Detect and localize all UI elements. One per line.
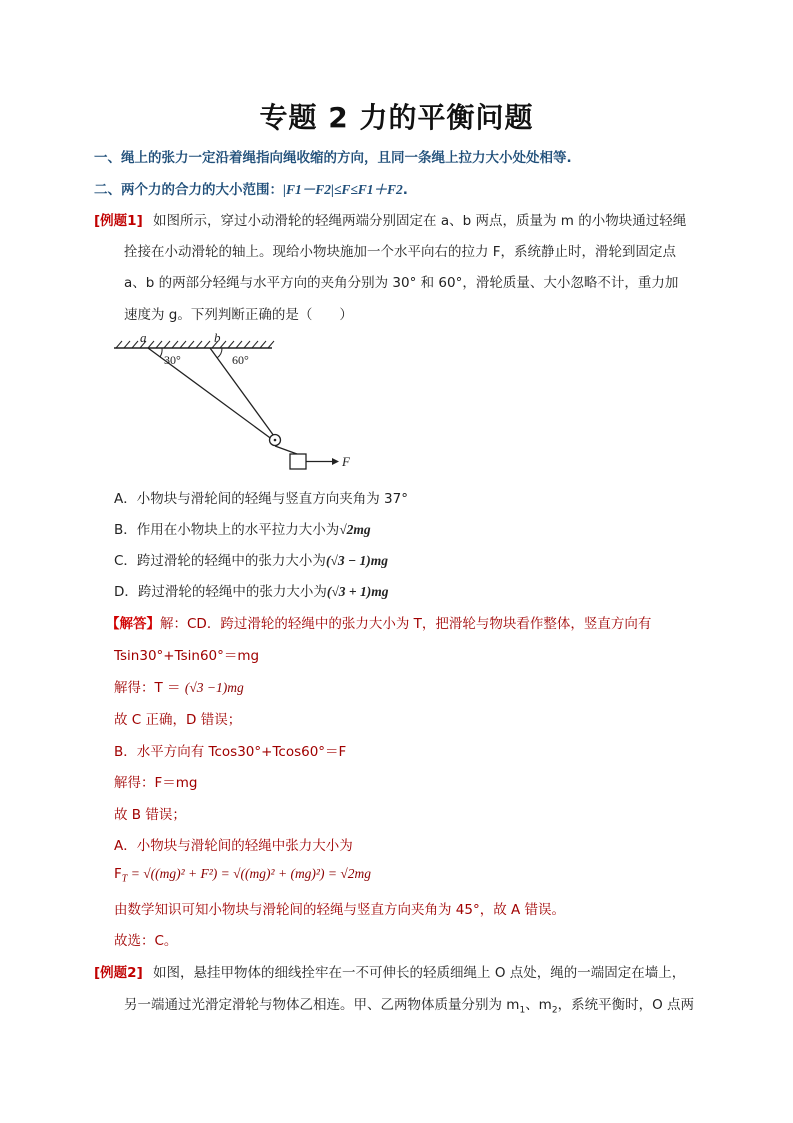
section-2-prefix: 二、两个力的合力的大小范围： <box>94 182 283 198</box>
angle-label-a: 30° <box>164 353 181 367</box>
label-b: b <box>214 330 221 345</box>
angle-arc-b <box>217 348 222 358</box>
option-a <box>114 487 408 507</box>
solution-choice: 故选：C。 <box>114 933 178 949</box>
example-2-sub-2: 2 <box>551 1005 558 1016</box>
angle-label-b: 60° <box>232 353 249 367</box>
solution-solve1-prefix: 解得：T ＝ <box>114 680 185 696</box>
label-a: a <box>140 330 147 345</box>
solution-solve1-math: (√3 −1)mg <box>184 680 244 695</box>
example-2-text-2-prefix: 另一端通过光滑定滑轮与物体乙相连。甲、乙两物体质量分别为 m <box>124 997 520 1013</box>
solution-ft <box>114 866 371 885</box>
example-1-label: [例题1] <box>94 213 143 229</box>
example-2-sub-1: 1 <box>519 1005 526 1016</box>
example-1-line-1 <box>94 209 686 229</box>
option-d-math: (√3 + 1)mg <box>326 584 389 599</box>
pulley-diagram <box>110 330 370 480</box>
force-label: F <box>342 454 350 469</box>
option-b-math: √2mg <box>339 522 371 537</box>
solution-angle-text: 由数学知识可知小物块与滑轮间的轻绳与竖直方向夹角为 45°，故 A 错误。 <box>114 902 566 918</box>
solution-ft-prefix: F <box>114 866 122 882</box>
solution-conclusion2: 故 B 错误； <box>114 807 186 823</box>
block <box>290 454 306 469</box>
option-b-text: B．作用在小物块上的水平拉力大小为 <box>114 522 340 538</box>
option-a-text: A．小物块与滑轮间的轻绳与竖直方向夹角为 37° <box>114 491 408 507</box>
force-arrow-head <box>332 458 339 465</box>
example-1-text-1: 如图所示，穿过小动滑轮的轻绳两端分别固定在 a、b 两点，质量为 m 的小物块通过轻绳 <box>153 213 687 229</box>
solution-ft-sub: T <box>121 873 128 885</box>
solution-solve2: 解得：F＝mg <box>114 775 198 791</box>
example-2-label: [例题2] <box>94 965 143 981</box>
example-2-mid: 、m <box>525 997 552 1013</box>
example-2-line-2 <box>124 993 694 1016</box>
section-2 <box>94 178 408 198</box>
page-title: 专题 2 力的平衡问题 <box>259 101 534 134</box>
example-1-line-4: 速度为 g。下列判断正确的是（ ） <box>124 307 353 323</box>
option-c-math: (√3 − 1)mg <box>325 553 389 568</box>
solution-ft-math: = √((mg)² + F²) = √((mg)² + (mg)²) = √2mg <box>127 866 371 881</box>
option-d <box>114 580 389 600</box>
option-b <box>114 518 371 538</box>
example-1-line-3: a、b 的两部分轻绳与水平方向的夹角分别为 30° 和 60°，滑轮质量、大小忽略不计，重力加 <box>124 275 679 291</box>
example-2-text-2-suffix: ，系统平衡时，O 点两 <box>557 997 694 1013</box>
solution-b-part: B．水平方向有 Tcos30°+Tcos60°＝F <box>114 744 347 760</box>
example-2-line-1 <box>94 961 685 981</box>
option-c-text: C．跨过滑轮的轻绳中的张力大小为 <box>114 553 326 569</box>
solution-intro-text: 解：CD．跨过滑轮的轻绳中的张力大小为 T，把滑轮与物块看作整体，竖直方向有 <box>160 616 652 632</box>
solution-intro <box>106 612 651 632</box>
solution-eq1: Tsin30°+Tsin60°＝mg <box>114 648 260 664</box>
rope-to-block <box>275 446 297 454</box>
example-1-line-2: 拴接在小动滑轮的轴上。现给小物块施加一个水平向右的拉力 F，系统静止时，滑轮到固定点 <box>124 244 677 260</box>
section-1: 一、绳上的张力一定沿着绳指向绳收缩的方向，且同一条绳上拉力大小处处相等. <box>94 150 572 166</box>
pulley-axle <box>274 439 277 442</box>
solution-solve1 <box>114 676 244 696</box>
section-2-suffix: . <box>402 182 408 198</box>
solution-label: 【解答】 <box>106 616 160 632</box>
solution-conclusion1: 故 C 正确，D 错误； <box>114 712 242 728</box>
option-c <box>114 549 388 569</box>
angle-arc-a <box>160 348 162 357</box>
example-2-text-1: 如图，悬挂甲物体的细线拴牢在一不可伸长的轻质细绳上 O 点处，绳的一端固定在墙上， <box>153 965 686 981</box>
solution-a-part: A．小物块与滑轮间的轻绳中张力大小为 <box>114 838 353 854</box>
option-d-text: D．跨过滑轮的轻绳中的张力大小为 <box>114 584 327 600</box>
section-2-formula: |F1－F2|≤F≤F1＋F2 <box>283 182 403 197</box>
